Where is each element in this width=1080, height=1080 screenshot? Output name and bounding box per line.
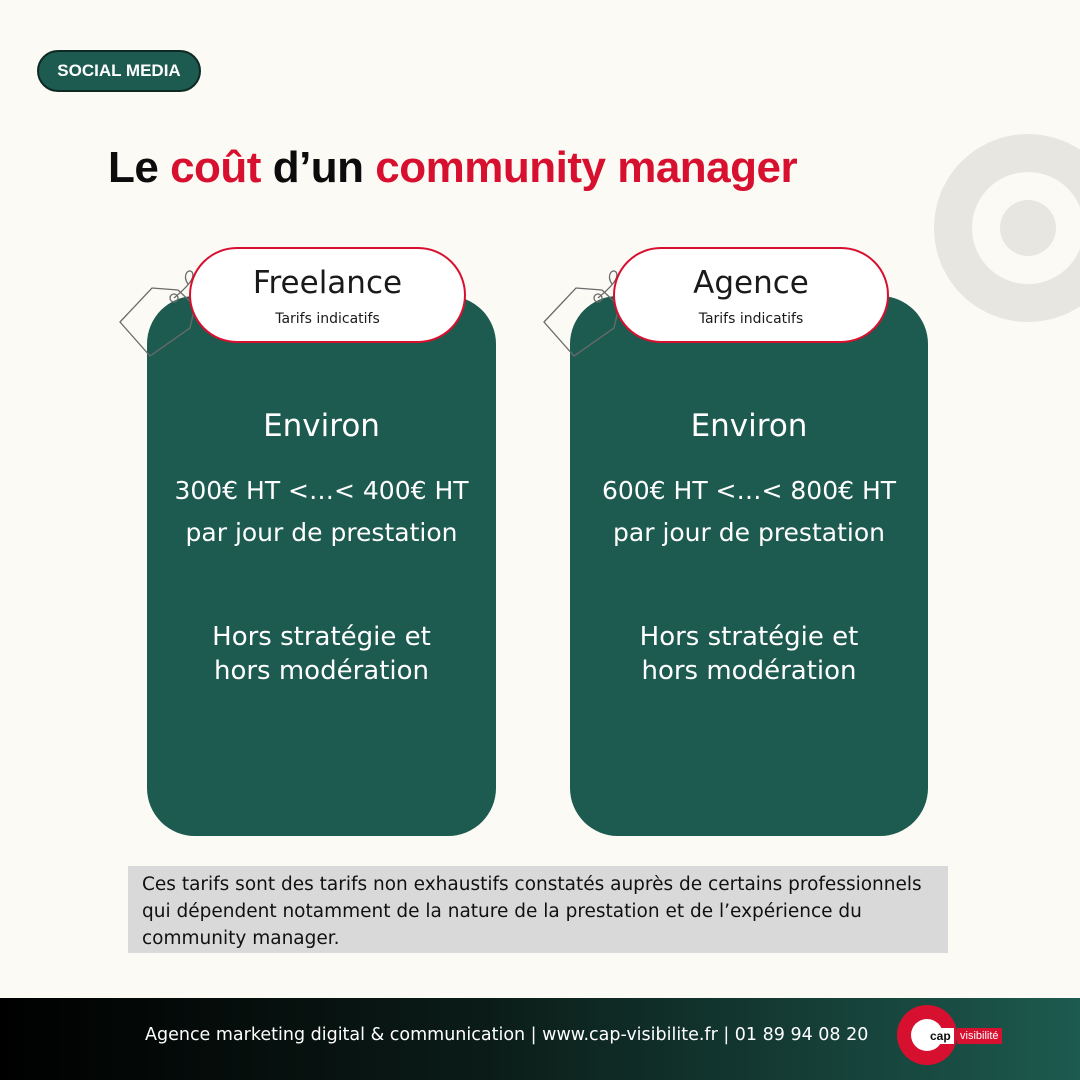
disclaimer-note: Ces tarifs sont des tarifs non exhaustifs constatés auprès de certains professionnels qui dépendent notamment de la nature de la prestation et de l’expérience du community manager. [128, 866, 948, 953]
agence-price-range: 600€ HT <…< 800€ HT [601, 476, 897, 505]
freelance-price-unit: par jour de prestation [185, 518, 458, 547]
plan-name: Freelance [252, 265, 403, 301]
title-highlight-role: community manager [375, 143, 798, 192]
freelance-note-line-1: Hors stratégie et [212, 622, 431, 652]
freelance-environ-label: Environ [263, 408, 380, 444]
title-highlight-cost: coût [170, 143, 261, 192]
logo-word-visibilite: visibilité [957, 1028, 1002, 1044]
agence-header-pill [613, 247, 889, 343]
footer-contact-text: Agence marketing digital & communication | www.cap-visibilite.fr | 01 89 94 08 20 [145, 1025, 869, 1045]
agence-note-line-2: hors modération [641, 656, 857, 686]
agence-note-line-1: Hors stratégie et [639, 622, 859, 652]
cap-visibilite-logo [897, 1005, 1007, 1065]
plan-subtitle: Tarifs indicatifs [275, 311, 380, 327]
agence-price-unit: par jour de prestation [613, 518, 885, 547]
freelance-price-range: 300€ HT <…< 400€ HT [174, 476, 469, 505]
plan-subtitle: Tarifs indicatifs [698, 311, 804, 327]
plan-name: Agence [693, 265, 809, 301]
title-part-2: d’un [260, 143, 376, 192]
price-tag-icon [544, 271, 619, 356]
title-part-1: Le [108, 143, 171, 192]
freelance-header-pill [189, 247, 466, 343]
price-tag-icon [120, 271, 195, 356]
logo-word-cap: cap [927, 1028, 954, 1044]
agence-environ-label: Environ [690, 408, 808, 444]
freelance-note-line-2: hors modération [213, 656, 430, 686]
category-badge: SOCIAL MEDIA [37, 50, 201, 92]
